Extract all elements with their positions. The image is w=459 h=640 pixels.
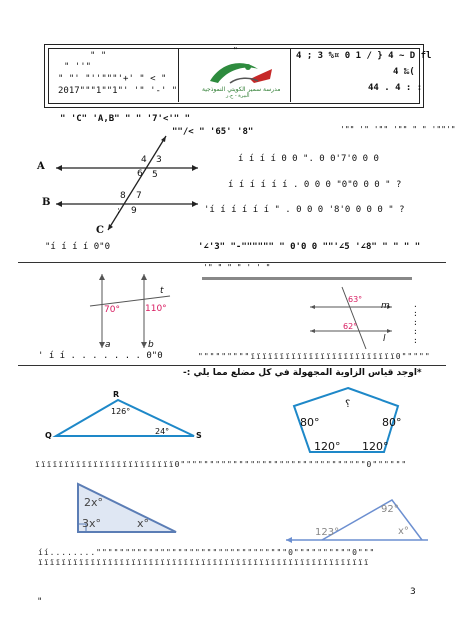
q3-triangle-qrs xyxy=(46,392,206,442)
q3-t3-angle-x: x° xyxy=(398,526,409,537)
q1-label-B: B xyxy=(42,197,51,208)
q3-t1-label-Q: Q xyxy=(45,431,52,440)
q1-angle-8: 8 xyxy=(120,191,126,201)
q3-title: *اوجد قياس الزاوية المجهولة في كل مضلع مما يلي :- xyxy=(183,368,422,378)
q3-pentagon-120-left: 120° xyxy=(314,440,341,453)
header-left-line4: 2017"""1""1"' '" '-' " xyxy=(58,86,178,96)
q2-angle-62: 62° xyxy=(343,322,358,331)
header-right-line1: 4 ; 3 %¤ 0 1 / } 4 ~ D fl xyxy=(296,51,432,61)
q2-angle-110: 110° xyxy=(145,304,167,314)
q3-answer-row1: ïïïïïïïïïïïïïïïïïïïïïïïï0""""""""""""""""""""""""""""""""0"""""" xyxy=(35,460,408,469)
q3-t3-angle-123: 123° xyxy=(315,527,340,538)
q3-answer-row2a: íí........"""""""""""""""""""""""""""""""""0""""""""""0""" xyxy=(38,548,376,557)
logo-quote: " xyxy=(233,46,238,55)
q2-label-m: m xyxy=(381,301,390,311)
q2-header-ticks: '" " " " ' ' " xyxy=(203,263,271,272)
header-divider-left xyxy=(178,48,179,102)
q1-angle-6: 6 xyxy=(137,169,143,179)
q1-answer-line4: "í í í í 0"0 xyxy=(45,242,111,252)
q2-angle-63: 63° xyxy=(348,295,363,304)
q1-subtitle: ""/< " '65' '8" xyxy=(172,127,254,137)
q1-answer-line1: í í í í 0 0 ". 0 0'7'0 0 0 xyxy=(238,154,379,164)
q1-label-A: A xyxy=(37,161,45,172)
footer-mark: " xyxy=(37,597,43,607)
header-right-line2: 4 ‰( xyxy=(393,67,415,77)
q1-angle-5: 5 xyxy=(152,170,158,180)
q3-obtuse-triangle xyxy=(282,496,432,546)
q2-label-a: a xyxy=(105,340,111,350)
header-left-line3: " "' "''"""'+' " < " xyxy=(58,74,167,84)
q1-title: " 'C" 'A,B" " " '7'<'" " xyxy=(60,114,191,124)
q2-label-b: b xyxy=(148,340,154,350)
q3-t1-angle-S: 24° xyxy=(155,427,170,436)
q3-t1-label-S: S xyxy=(196,431,202,440)
q3-t2-angle-x: x° xyxy=(137,517,150,530)
q2-label-l: l xyxy=(383,334,386,344)
q1-angle-4: 4 xyxy=(141,155,147,165)
q3-pentagon-80-left: 80° xyxy=(300,416,320,429)
q1-angle-3: 3 xyxy=(156,155,162,165)
q1-angle-7: 7 xyxy=(136,191,142,201)
q1-label-C: C xyxy=(96,225,104,236)
q3-pentagon-120-right: 120° xyxy=(362,440,389,453)
q3-answer-row2b: ïïïïïïïïïïïïïïïïïïïïïïïïïïïïïïïïïïïïïïïïïïïïïïïïïïïïïïïïï xyxy=(38,558,370,567)
q1-answer-line3: 'í í í í í í " . 0 0 0 '8'0 0 0 0 " ? xyxy=(204,205,405,215)
q2-answer-line: ' í í . . . . . . . 0"0 xyxy=(38,351,163,361)
q1-angle-colon: : xyxy=(117,206,121,216)
q1-angle-9: 9 xyxy=(131,206,137,216)
header-right-line3: 44 . 4 : : xyxy=(368,83,423,93)
q2-header-rule xyxy=(202,277,412,280)
header-left-line1: " " xyxy=(90,51,107,61)
school-logo xyxy=(200,55,280,99)
q2-angle-70: 70° xyxy=(104,305,120,315)
separator-2 xyxy=(18,365,446,366)
q1-parallel-figure xyxy=(30,130,220,242)
q3-t2-angle-2x: 2x° xyxy=(84,496,104,509)
q3-pentagon-top: ؟ xyxy=(345,399,351,410)
header-divider-right xyxy=(290,48,291,102)
q3-t1-label-R: R xyxy=(113,390,120,399)
q2-side-marks: . : : : : xyxy=(413,300,418,345)
q1-answer-line4b: '∠'3" "-"""""" " 0'0 0 ""'∠5 '∠8" " " " " xyxy=(198,242,421,252)
q3-t2-angle-3x: 3x° xyxy=(82,517,102,530)
q1-answer-line2: í í í í í í . 0 0 0 "0"0 0 0 " ? xyxy=(228,180,402,190)
page-number: 3 xyxy=(410,587,416,597)
q2-dotted-line: """""""""ïïïïïïïïïïïïïïïïïïïïïïïïï0""""" xyxy=(198,352,431,361)
q1-tick-row: '"" '" '"" '"" " " '""'" xyxy=(340,125,456,134)
header-left-line2: " ''" xyxy=(64,62,92,72)
logo-subtext: البيرة - ح.ر xyxy=(226,93,250,99)
q3-t3-angle-92: 92° xyxy=(381,504,399,515)
q3-pentagon-80-right: 80° xyxy=(382,416,402,429)
logo-text: مدرسة سمير الكويتي النموذجية xyxy=(202,86,281,93)
q2-label-t: t xyxy=(160,286,164,296)
q3-t1-angle-R: 126° xyxy=(111,407,131,416)
